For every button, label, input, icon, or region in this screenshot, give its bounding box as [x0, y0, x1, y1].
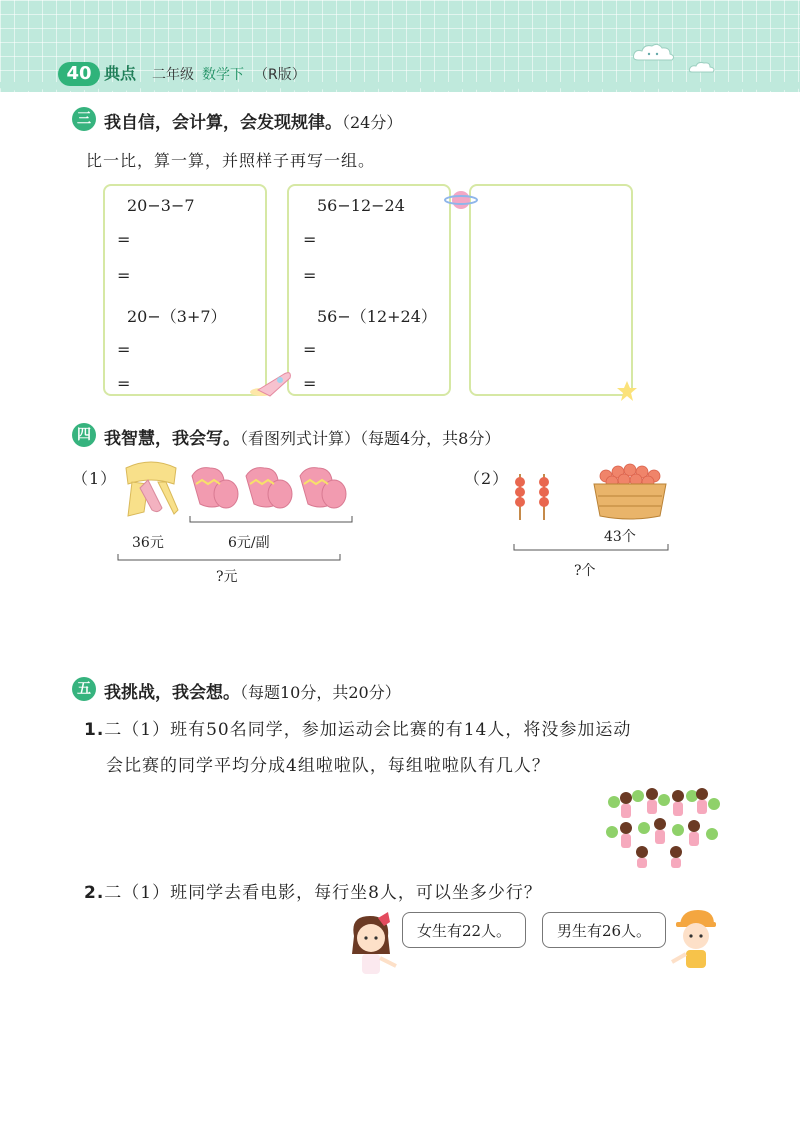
section-5-title-text: 我挑战，我会想。 — [104, 683, 240, 703]
calc-box-1-eq1a: = — [117, 230, 131, 249]
calc-box-2-expr2: 56−（12+24） — [317, 307, 437, 326]
candied-haws-image — [508, 472, 556, 522]
mittens-image — [188, 464, 352, 512]
calc-box-2 — [287, 184, 451, 396]
section-3-instruction: 比一比，算一算，并照样子再写一组。 — [86, 151, 376, 170]
section-5-title — [104, 678, 401, 703]
girl-character — [344, 910, 398, 982]
girl-speech-bubble: 女生有22人。 — [402, 912, 526, 948]
q2-label: （2） — [464, 469, 510, 488]
edition-label: （R版） — [254, 67, 306, 83]
section-5-points: （每题10分，共20分） — [240, 683, 401, 702]
scarf-price: 36元 — [132, 535, 164, 551]
boy-speech-bubble: 男生有26人。 — [542, 912, 666, 948]
calc-box-3-blank[interactable] — [469, 184, 633, 396]
section-4-title — [104, 424, 500, 449]
subject-label — [202, 64, 244, 84]
calc-box-1-expr2: 20−（3+7） — [127, 307, 227, 326]
problem-2-line — [84, 878, 542, 903]
calc-box-2-eq1b: = — [303, 266, 317, 285]
grade-label: 二年级 — [152, 67, 194, 83]
section-3-title — [104, 108, 402, 133]
calc-box-1-eq1b: = — [117, 266, 131, 285]
rocket-icon — [248, 366, 296, 398]
small-cloud-icon — [688, 60, 716, 74]
calc-box-1-eq2b: = — [117, 374, 131, 393]
total-brace-2 — [512, 542, 670, 554]
section-4-title-text: 我智慧，我会写。 — [104, 429, 240, 449]
section-5-badge: 五 — [72, 677, 96, 701]
page-number: 40 — [58, 62, 100, 86]
problem-1-line-1 — [84, 715, 631, 740]
total-brace-1 — [116, 552, 342, 564]
section-3-points: （24分） — [342, 113, 403, 132]
cheerleaders-image — [604, 782, 724, 870]
star-icon — [616, 380, 638, 402]
scarf-image — [118, 458, 184, 520]
section-4-badge: 四 — [72, 423, 96, 447]
calc-box-2-eq2a: = — [303, 340, 317, 359]
brand-logo: 典点 — [104, 64, 137, 83]
q2-total: ?个 — [574, 563, 596, 579]
calc-box-1 — [103, 184, 267, 396]
problem-1-number: 1. — [84, 720, 105, 740]
basket-image — [590, 458, 670, 520]
planet-icon — [444, 186, 478, 214]
q1-total: ?元 — [216, 569, 238, 585]
term-text: 下 — [230, 67, 244, 83]
calc-box-1-eq2a: = — [117, 340, 131, 359]
problem-1-text-1: 二（1）班有50名同学，参加运动会比赛的有14人，将没参加运动 — [104, 720, 632, 740]
section-4-points: （看图列式计算）（每题4分，共8分） — [240, 429, 501, 448]
section-3-badge: 三 — [72, 107, 96, 131]
cloud-icon — [632, 42, 676, 64]
problem-1-line-2: 会比赛的同学平均分成4组啦啦队，每组啦啦队有几人？ — [106, 756, 550, 776]
section-3-title-text: 我自信，会计算，会发现规律。 — [104, 113, 342, 133]
calc-box-2-eq1a: = — [303, 230, 317, 249]
mitten-price: 6元/副 — [228, 535, 270, 551]
calc-box-2-expr1: 56−12−24 — [317, 196, 405, 215]
mittens-brace — [188, 514, 354, 526]
problem-2-number: 2. — [84, 883, 105, 903]
basket-count: 43个 — [604, 529, 636, 545]
subject-text: 数学 — [202, 67, 230, 83]
calc-box-1-expr1: 20−3−7 — [127, 196, 195, 215]
problem-2-text: 二（1）班同学去看电影，每行坐8人，可以坐多少行？ — [104, 883, 542, 903]
q1-label: （1） — [72, 469, 118, 488]
calc-box-2-eq2b: = — [303, 374, 317, 393]
boy-character — [668, 906, 724, 976]
